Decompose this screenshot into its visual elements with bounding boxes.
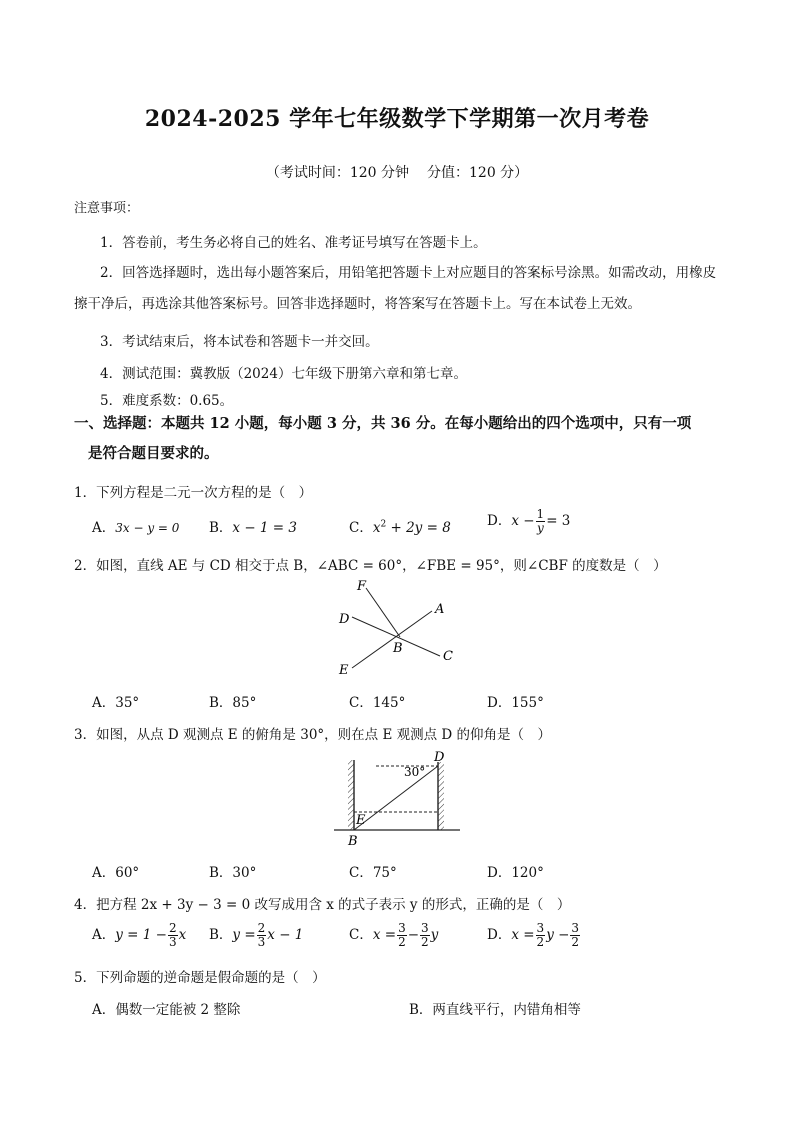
q1-b-text: x − 1 = 3 [232, 520, 298, 536]
q1-d-num: 1 [536, 507, 545, 521]
q2-option-c [349, 691, 405, 711]
exam-score: 分值：120 分） [427, 165, 529, 181]
note-item-3: 3．考试结束后，将本试卷和答题卡一并交回。 [100, 334, 379, 350]
question-4-stem: 4．把方程 2x + 3y − 3 = 0 改写成用含 x 的式子表示 y 的形式，正确的是（ ） [74, 897, 571, 913]
q4-c-den2: 2 [421, 935, 429, 949]
note-item-5: 5．难度系数：0.65。 [100, 393, 234, 409]
q3-label-b: B [348, 834, 358, 848]
q3-b-text: 30° [232, 865, 257, 881]
q3-option-d [487, 861, 544, 881]
q4-b-fraction [257, 922, 267, 949]
q1-option-c [349, 516, 451, 536]
q4-d-den1: 2 [536, 935, 545, 949]
q3-c-text: 75° [372, 865, 397, 881]
q4-c-fraction-1 [397, 922, 407, 949]
q3-label-angle: 30° [404, 765, 426, 779]
q4-b-pre: y = [232, 927, 256, 943]
q1-d-label: D． [487, 513, 512, 529]
section-heading-line1: 一、选择题：本题共 12 小题，每小题 3 分，共 36 分。在每小题给出的四个选项中，只有一项 [74, 415, 692, 432]
q3-d-label: D． [487, 865, 512, 881]
exam-time: （考试时间：120 分钟 [265, 165, 409, 181]
q4-c-num1: 3 [398, 921, 406, 935]
section-heading-line2: 是符合题目要求的。 [88, 445, 219, 462]
q4-d-pre: x = [511, 927, 535, 943]
q4-b-den: 3 [257, 935, 266, 949]
q1-b-label: B． [209, 520, 233, 536]
q3-angle-of-depression-figure [330, 748, 470, 848]
exam-title: 2024-2025 学年七年级数学下学期第一次月考卷 [144, 106, 650, 132]
q2-label-a: A [435, 602, 445, 617]
q1-c-rest: + 2y = 8 [386, 520, 451, 536]
q4-d-num1: 3 [536, 921, 545, 935]
q5-a-text: 偶数一定能被 2 整除 [115, 1002, 241, 1018]
q4-option-d [487, 922, 581, 949]
q4-d-label: D． [487, 927, 512, 943]
q1-d-pre: x − [511, 513, 535, 529]
q4-a-num: 2 [168, 921, 177, 935]
q3-d-text: 120° [511, 865, 544, 881]
q2-label-e: E [339, 663, 349, 678]
q1-a-label: A． [92, 520, 116, 536]
q4-c-den1: 2 [398, 935, 406, 949]
question-3-stem: 3．如图，从点 D 观测点 E 的俯角是 30°，则在点 E 观测点 D 的仰角是（ ） [74, 727, 551, 743]
q3-b-label: B． [209, 865, 233, 881]
q5-option-b [409, 998, 581, 1018]
q4-a-label: A． [92, 927, 116, 943]
q2-d-label: D． [487, 695, 512, 711]
q2-a-text: 35° [115, 695, 140, 711]
q5-a-label: A． [92, 1002, 116, 1018]
q1-c-sup: 2 [380, 519, 387, 530]
question-1-stem: 1．下列方程是二元一次方程的是（ ） [74, 485, 313, 501]
q4-d-num2: 3 [571, 921, 580, 935]
q1-c-label: C． [349, 520, 373, 536]
q4-c-pre: x = [372, 927, 397, 943]
q2-label-f: F [357, 579, 367, 594]
q4-d-den2: 2 [571, 935, 580, 949]
q2-intersecting-lines-figure [330, 574, 470, 680]
q1-c-base: x [372, 520, 381, 536]
note-item-1: 1．答卷前，考生务必将自己的姓名、准考证号填写在答题卡上。 [100, 235, 487, 251]
q1-a-text: 3x − y = 0 [115, 521, 180, 535]
q4-a-post: x [178, 927, 187, 943]
q4-d-fraction-2 [570, 922, 580, 949]
q4-c-num2: 3 [421, 921, 429, 935]
q4-a-pre: y = 1 − [115, 927, 167, 943]
q2-c-label: C． [349, 695, 373, 711]
q4-a-fraction [168, 922, 178, 949]
question-5-stem: 5．下列命题的逆命题是假命题的是（ ） [74, 970, 326, 986]
q4-a-den: 3 [168, 935, 177, 949]
q5-b-label: B． [409, 1002, 433, 1018]
q4-c-fraction-2 [420, 922, 430, 949]
q2-label-c: C [443, 649, 453, 664]
q3-option-b [209, 861, 256, 881]
q3-label-d: D [434, 750, 445, 765]
q1-d-den: y [536, 521, 544, 535]
q3-a-text: 60° [115, 865, 140, 881]
q2-option-b [209, 691, 256, 711]
note-item-4: 4．测试范围：冀教版（2024）七年级下册第六章和第七章。 [100, 366, 467, 382]
section-heading [74, 409, 734, 469]
q2-c-text: 145° [372, 695, 406, 711]
q4-d-fraction-1 [536, 922, 546, 949]
q5-b-text: 两直线平行，内错角相等 [432, 1002, 581, 1018]
q4-d-mid: y − [546, 927, 570, 943]
q4-b-post: x − 1 [267, 927, 304, 943]
q4-c-post: y [430, 927, 439, 943]
q1-option-d [487, 508, 570, 535]
q5-option-a [92, 998, 240, 1018]
q3-a-label: A． [92, 865, 116, 881]
notes-heading: 注意事项： [74, 201, 140, 216]
q3-option-c [349, 861, 397, 881]
q2-a-label: A． [92, 695, 116, 711]
q2-d-text: 155° [511, 695, 544, 711]
q4-option-c [349, 922, 438, 949]
q3-label-e: E [356, 813, 366, 828]
q4-option-b [209, 922, 303, 949]
q2-label-b: B [393, 641, 403, 656]
q4-b-num: 2 [257, 921, 266, 935]
q2-b-text: 85° [232, 695, 257, 711]
q4-c-mid: − [407, 927, 420, 943]
q4-option-a [92, 922, 186, 949]
q4-b-label: B． [209, 927, 233, 943]
q1-option-a [92, 516, 179, 536]
q1-option-b [209, 516, 297, 536]
q4-c-label: C． [349, 927, 373, 943]
q2-option-a [92, 691, 139, 711]
q1-d-fraction [536, 508, 546, 535]
q1-d-post: = 3 [546, 513, 571, 529]
q2-label-d: D [339, 612, 350, 627]
q2-option-d [487, 691, 544, 711]
note-item-2: 2．回答选择题时，选出每小题答案后，用铅笔把答题卡上对应题目的答案标号涂黑。如需改动，用橡皮擦干净后，再选涂其他答案标号。回答非选择题时，将答案写在答题卡上。写在本试卷上无效。 [74, 265, 717, 312]
question-2-stem: 2．如图，直线 AE 与 CD 相交于点 B，∠ABC = 60°，∠FBE = 95°，则∠CBF 的度数是（ ） [74, 558, 667, 574]
q3-c-label: C． [349, 865, 373, 881]
q3-option-a [92, 861, 139, 881]
q2-b-label: B． [209, 695, 233, 711]
exam-subtitle [0, 162, 794, 182]
